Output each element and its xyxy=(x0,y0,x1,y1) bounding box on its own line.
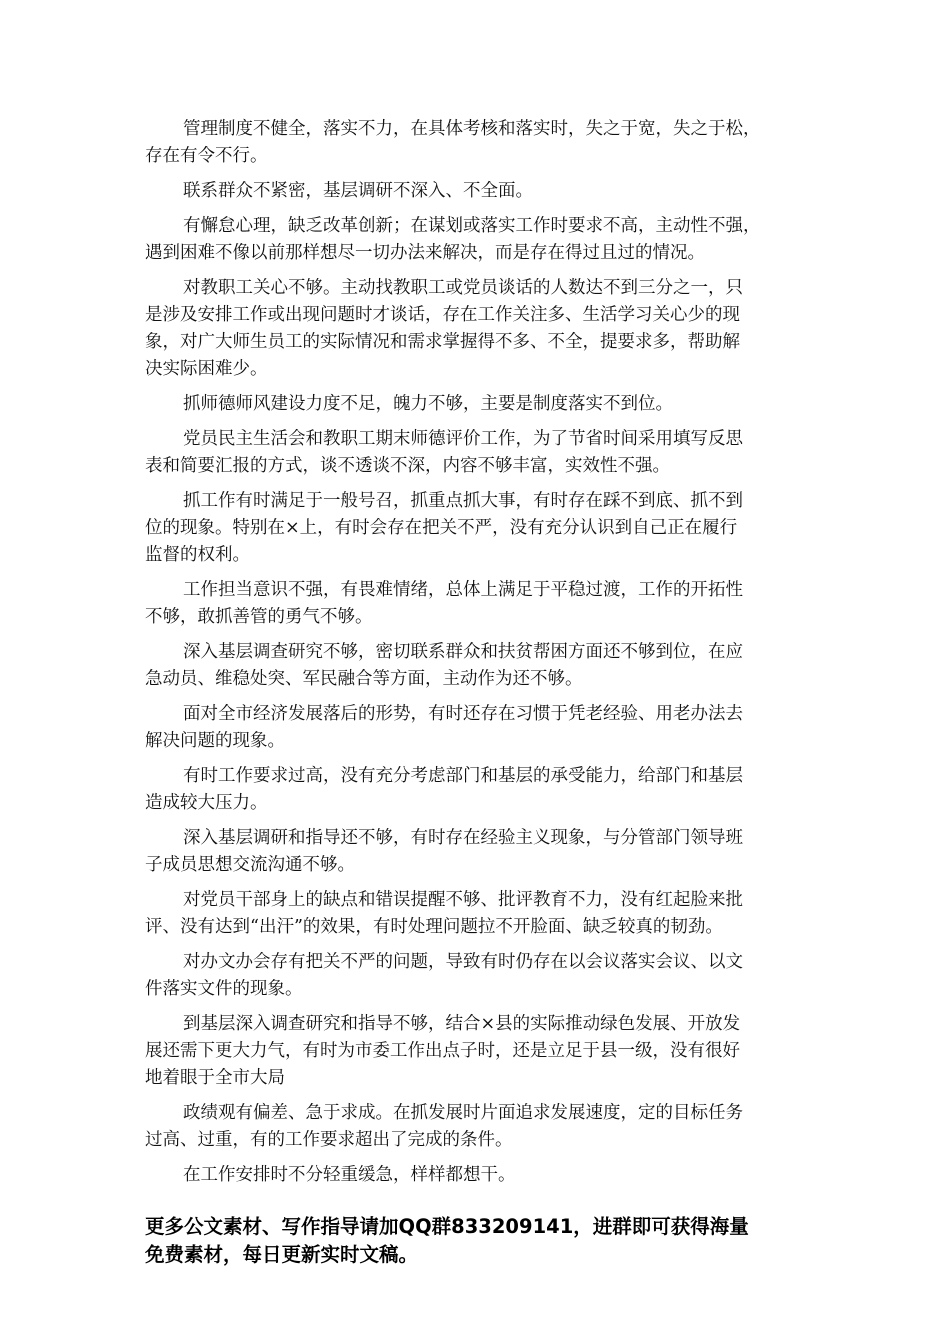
paragraph-line: 管理制度不健全，落实不力，在具体考核和落实时，失之于宽，失之于松， xyxy=(183,119,761,139)
paragraph-line: 表和简要汇报的方式，谈不透谈不深，内容不够丰富，实效性不强。 xyxy=(145,456,670,476)
paragraph-line: 造成较大压力。 xyxy=(145,793,268,813)
paragraph-line: 急动员、维稳处突、军民融合等方面，主动作为还不够。 xyxy=(145,669,583,689)
document-body xyxy=(145,116,810,1197)
paragraph xyxy=(145,887,810,941)
paragraph xyxy=(145,949,810,1003)
paragraph xyxy=(145,701,810,755)
paragraph-line: 联系群众不紧密，基层调研不深入、不全面。 xyxy=(183,181,533,201)
paragraph xyxy=(145,116,810,170)
paragraph xyxy=(145,639,810,693)
paragraph xyxy=(145,488,810,569)
paragraph-line: 工作担当意识不强，有畏难情绪，总体上满足于平稳过渡，工作的开拓性 xyxy=(183,580,743,600)
paragraph-line: 过高、过重，有的工作要求超出了完成的条件。 xyxy=(145,1130,513,1150)
paragraph-line: 面对全市经济发展落后的形势，有时还存在习惯于凭老经验、用老办法去 xyxy=(183,704,743,724)
paragraph-line: 抓师德师风建设力度不足，魄力不够，主要是制度落实不到位。 xyxy=(183,394,673,414)
paragraph-line: 决实际困难少。 xyxy=(145,359,268,379)
paragraph-line: 对办文办会存有把关不严的问题，导致有时仍存在以会议落实会议、以文 xyxy=(183,952,743,972)
paragraph-line: 位的现象。特别在×上，有时会存在把关不严，没有充分认识到自己正在履行 xyxy=(145,518,738,538)
paragraph-line: 对教职工关心不够。主动找教职工或党员谈话的人数达不到三分之一，只 xyxy=(183,278,743,298)
paragraph xyxy=(145,825,810,879)
paragraph-line: 不够，敢抓善管的勇气不够。 xyxy=(145,607,373,627)
paragraph xyxy=(145,577,810,631)
paragraph xyxy=(145,213,810,267)
paragraph-line: 有时工作要求过高，没有充分考虑部门和基层的承受能力，给部门和基层 xyxy=(183,766,743,786)
paragraph xyxy=(145,178,810,205)
paragraph xyxy=(145,275,810,383)
paragraph-line: 政绩观有偏差、急于求成。在抓发展时片面追求发展速度，定的目标任务 xyxy=(183,1103,743,1123)
paragraph xyxy=(145,1162,810,1189)
paragraph-line: 象，对广大师生员工的实际情况和需求掌握得不多、不全，提要求多，帮助解 xyxy=(145,332,740,352)
paragraph-line: 评、没有达到“出汗”的效果，有时处理问题拉不开脸面、缺乏较真的韧劲。 xyxy=(145,917,723,937)
paragraph-line: 深入基层调查研究不够，密切联系群众和扶贫帮困方面还不够到位，在应 xyxy=(183,642,743,662)
paragraph-line: 对党员干部身上的缺点和错误提醒不够、批评教育不力，没有红起脸来批 xyxy=(183,890,743,910)
paragraph-line: 深入基层调研和指导还不够，有时存在经验主义现象，与分管部门领导班 xyxy=(183,828,743,848)
paragraph-line: 子成员思想交流沟通不够。 xyxy=(145,855,355,875)
paragraph-line: 抓工作有时满足于一般号召，抓重点抓大事，有时存在踩不到底、抓不到 xyxy=(183,491,743,511)
paragraph-line: 件落实文件的现象。 xyxy=(145,979,303,999)
paragraph-line: 党员民主生活会和教职工期末师德评价工作，为了节省时间采用填写反思 xyxy=(183,429,743,449)
paragraph xyxy=(145,763,810,817)
paragraph-line: 是涉及安排工作或出现问题时才谈话，存在工作关注多、生活学习关心少的现 xyxy=(145,305,740,325)
paragraph-line: 存在有令不行。 xyxy=(145,146,268,166)
paragraph-line: 到基层深入调查研究和指导不够，结合×县的实际推动绿色发展、开放发 xyxy=(183,1014,741,1034)
paragraph-line: 展还需下更大力气，有时为市委工作出点子时，还是立足于县一级，没有很好 xyxy=(145,1041,740,1061)
promo-line: 免费素材，每日更新实时文稿。 xyxy=(145,1243,419,1266)
paragraph xyxy=(145,426,810,480)
promo-line: 更多公文素材、写作指导请加QQ群833209141，进群即可获得海量 xyxy=(145,1215,749,1238)
paragraph-line: 监督的权利。 xyxy=(145,545,250,565)
promo-notice xyxy=(145,1213,825,1269)
paragraph xyxy=(145,1011,810,1092)
paragraph-line: 遇到困难不像以前那样想尽一切办法来解决，而是存在得过且过的情况。 xyxy=(145,243,705,263)
paragraph-line: 有懈怠心理，缺乏改革创新；在谋划或落实工作时要求不高，主动性不强， xyxy=(183,216,761,236)
paragraph-line: 解决问题的现象。 xyxy=(145,731,285,751)
paragraph xyxy=(145,391,810,418)
paragraph-line: 在工作安排时不分轻重缓急，样样都想干。 xyxy=(183,1165,516,1185)
paragraph xyxy=(145,1100,810,1154)
paragraph-line: 地着眼于全市大局 xyxy=(145,1068,285,1088)
